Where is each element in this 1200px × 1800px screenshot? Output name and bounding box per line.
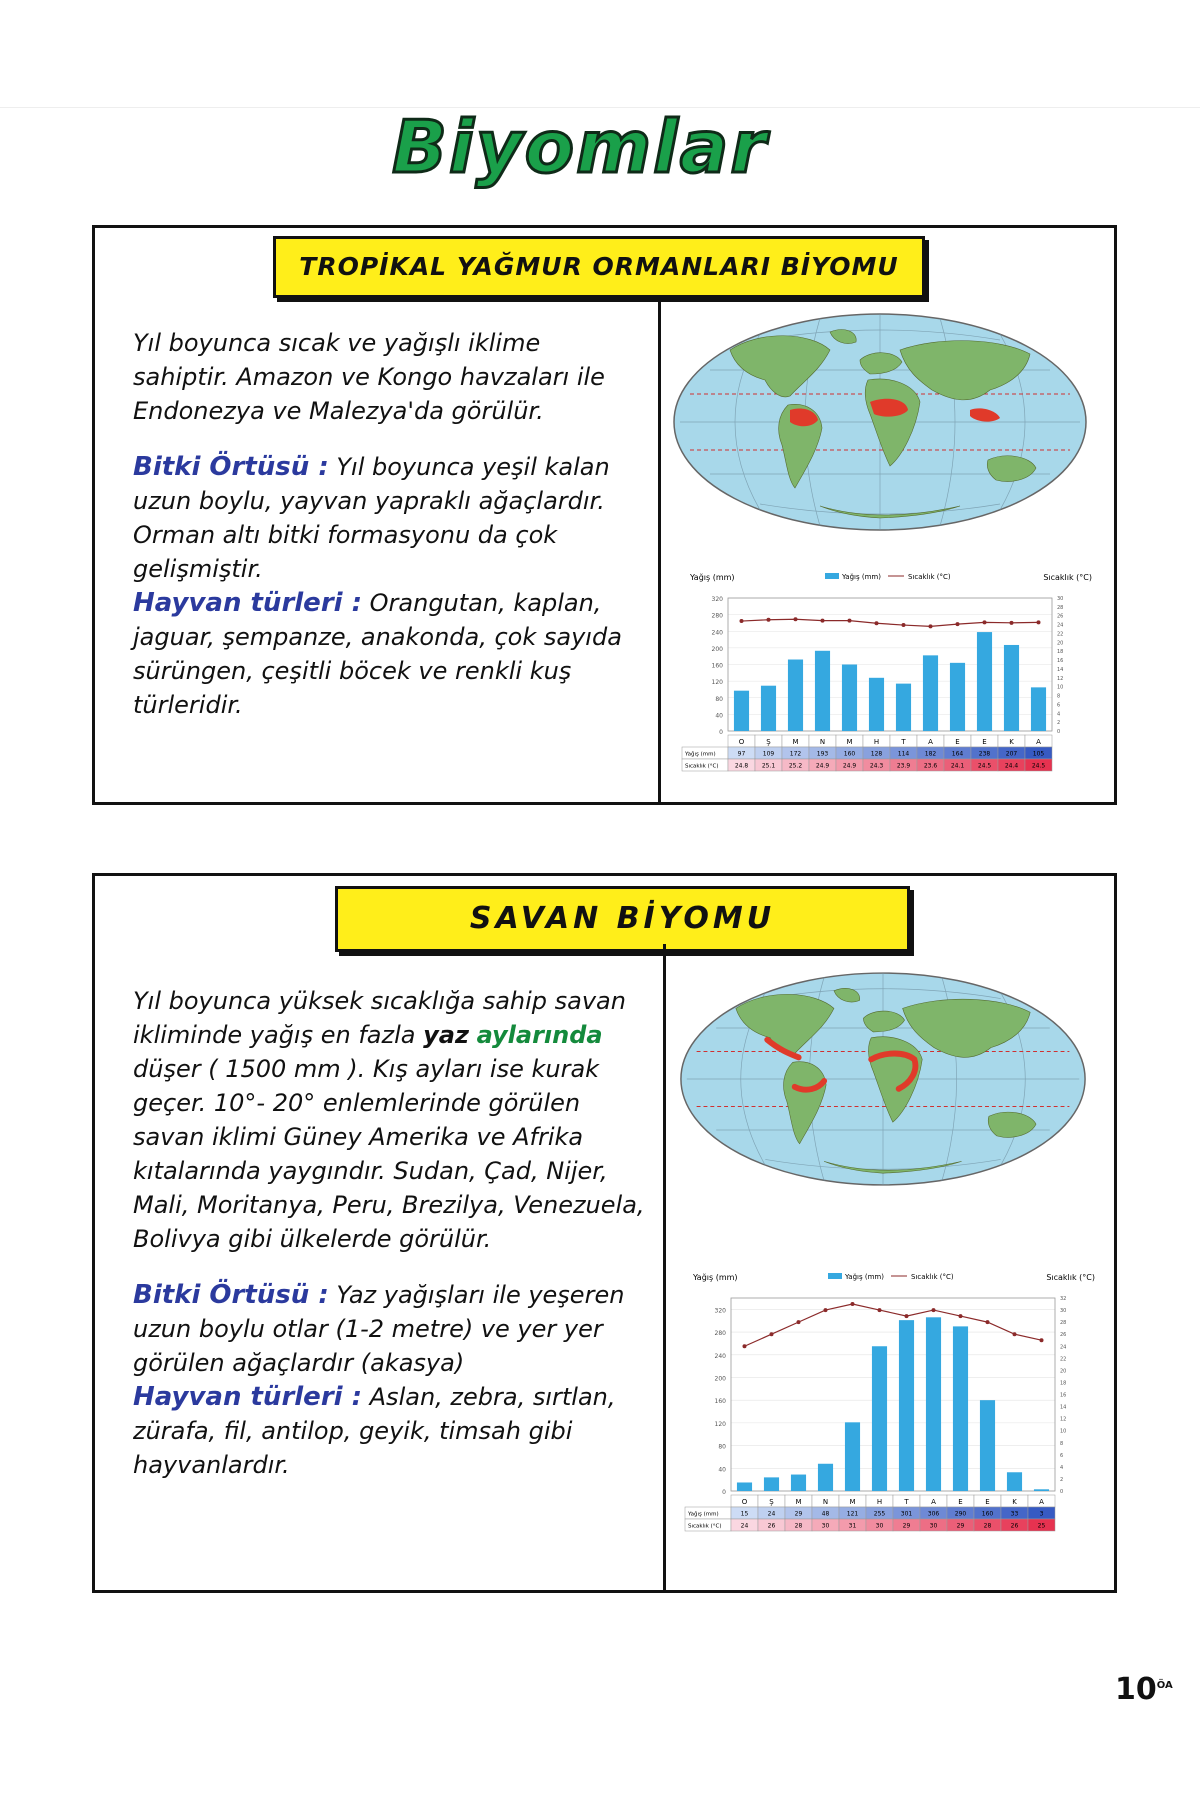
- table-row-label: Sıcaklık (°C): [688, 1523, 722, 1530]
- x-tick-label: T: [904, 1498, 909, 1506]
- rain-bar: [788, 660, 803, 731]
- data-label: 207: [1005, 750, 1018, 758]
- y-tick-label: 80: [718, 1443, 726, 1451]
- intro-text-green: aylarında: [476, 1021, 603, 1049]
- y2-tick-label: 24: [1060, 1344, 1067, 1351]
- data-label: 25.2: [788, 762, 803, 770]
- y2-tick-label: 2: [1057, 720, 1061, 727]
- data-label: 97: [737, 750, 746, 758]
- temperature-point: [956, 622, 960, 626]
- page-number-value: 10: [1115, 1672, 1157, 1707]
- x-tick-label: A: [931, 1498, 936, 1506]
- data-label: 164: [951, 750, 964, 758]
- biome-card-savanna: [92, 873, 1117, 1593]
- world-map-savanna: [677, 968, 1089, 1190]
- biome-banner-tropical: TROPİKAL YAĞMUR ORMANLARI BİYOMU: [273, 236, 925, 298]
- flora-paragraph: [133, 1278, 648, 1380]
- temperature-point: [875, 621, 879, 625]
- data-label: 24.4: [1004, 762, 1019, 770]
- rain-bar: [980, 1400, 995, 1491]
- data-label: 238: [978, 750, 991, 758]
- x-tick-label: N: [822, 1498, 829, 1506]
- world-map-tropical: [670, 310, 1090, 534]
- data-label: 15: [740, 1510, 749, 1518]
- x-tick-label: E: [958, 1498, 963, 1506]
- temperature-point: [929, 624, 933, 628]
- rain-bar: [1007, 1472, 1022, 1491]
- data-label: 105: [1032, 750, 1045, 758]
- biome-banner-savanna: SAVAN BİYOMU: [335, 886, 910, 952]
- y-tick-label: 200: [711, 645, 723, 653]
- y-axis-label: Yağış (mm): [690, 573, 735, 582]
- x-tick-label: E: [982, 738, 987, 746]
- y2-tick-label: 12: [1057, 675, 1064, 682]
- y2-tick-label: 14: [1060, 1404, 1067, 1411]
- intro-text-part-2: düşer ( 1500 mm ). Kış ayları ise kurak geçer. 10°- 20° enlemlerinde görülen savan iklimi Güney Amerika ve Afrika kıtalarında yaygındır. Sudan, Çad, Nijer, Mali, Moritanya, Peru, Brezilya, Venezuela, Bolivya gibi ülkelerde görülür.: [133, 1055, 645, 1253]
- legend-rain-swatch: [828, 1273, 842, 1279]
- page-number: [1115, 1672, 1173, 1707]
- temperature-point: [794, 617, 798, 621]
- temperature-point: [848, 619, 852, 623]
- rain-bar: [869, 678, 884, 731]
- temperature-point: [902, 623, 906, 627]
- y-tick-label: 40: [718, 1466, 726, 1474]
- climate-chart-tropical: [680, 568, 1100, 793]
- y-tick-label: 0: [722, 1489, 726, 1496]
- temperature-point: [770, 1332, 774, 1336]
- y2-tick-label: 6: [1057, 702, 1061, 709]
- y-tick-label: 160: [711, 662, 723, 670]
- temperature-point: [1040, 1338, 1044, 1342]
- y2-tick-label: 12: [1060, 1416, 1067, 1423]
- y-tick-label: 320: [714, 1307, 726, 1315]
- flora-paragraph: [133, 450, 643, 586]
- data-label: 24.5: [1031, 762, 1046, 770]
- rain-bar: [815, 651, 830, 731]
- data-label: 23.9: [896, 762, 911, 770]
- y-tick-label: 320: [711, 596, 723, 603]
- x-tick-label: M: [849, 1498, 856, 1506]
- data-label: 121: [846, 1510, 859, 1518]
- y2-tick-label: 28: [1057, 604, 1064, 611]
- rain-bar: [977, 632, 992, 731]
- y-tick-label: 80: [715, 695, 723, 703]
- temperature-point: [1013, 1332, 1017, 1336]
- x-tick-label: H: [873, 738, 880, 746]
- y2-tick-label: 26: [1057, 613, 1064, 620]
- legend-rain-label: Yağış (mm): [845, 1273, 884, 1281]
- x-tick-label: M: [846, 738, 853, 746]
- fauna-label: Hayvan türleri :: [133, 588, 362, 618]
- data-label: 160: [981, 1510, 994, 1518]
- rain-bar: [845, 1422, 860, 1491]
- y-tick-label: 200: [714, 1375, 726, 1383]
- y2-tick-label: 8: [1057, 693, 1061, 700]
- rain-bar: [761, 686, 776, 731]
- x-tick-label: M: [792, 738, 799, 746]
- temperature-point: [1010, 621, 1014, 625]
- fauna-text: Orangutan, kaplan, jaguar, şempanze, anakonda, çok sayıda sürüngen, çeşitli böcek ve renkli kuş türleridir.: [133, 589, 622, 719]
- data-label: 25: [1037, 1522, 1046, 1530]
- data-label: 30: [875, 1522, 884, 1530]
- y2-tick-label: 2: [1060, 1476, 1064, 1483]
- temperature-point: [851, 1302, 855, 1306]
- data-label: 48: [821, 1510, 830, 1518]
- data-label: 23.6: [923, 762, 938, 770]
- y-tick-label: 120: [714, 1420, 726, 1428]
- fauna-paragraph: [133, 586, 643, 722]
- rain-bar: [950, 663, 965, 731]
- table-row-label: Yağış (mm): [688, 1511, 719, 1518]
- data-label: 306: [927, 1510, 940, 1518]
- temperature-point: [740, 619, 744, 623]
- fauna-text: Aslan, zebra, sırtlan, zürafa, fil, antilop, geyik, timsah gibi hayvanlardır.: [133, 1383, 616, 1479]
- rain-bar: [737, 1482, 752, 1491]
- y2-tick-label: 4: [1060, 1464, 1064, 1471]
- flora-label: Bitki Örtüsü :: [133, 1280, 329, 1310]
- flora-label: Bitki Örtüsü :: [133, 452, 329, 482]
- data-label: 109: [762, 750, 775, 758]
- x-tick-label: N: [819, 738, 826, 746]
- rain-bar: [1034, 1489, 1049, 1491]
- temperature-point: [905, 1314, 909, 1318]
- rain-bar: [923, 655, 938, 731]
- plot-frame: [731, 1298, 1055, 1491]
- temperature-point: [1037, 620, 1041, 624]
- table-row-label: Yağış (mm): [685, 751, 716, 758]
- y-axis-label: Yağış (mm): [693, 1273, 738, 1282]
- y2-tick-label: 10: [1060, 1428, 1067, 1435]
- data-label: 290: [954, 1510, 967, 1518]
- data-label: 172: [789, 750, 802, 758]
- y2-tick-label: 20: [1057, 640, 1064, 647]
- legend-rain-label: Yağış (mm): [842, 573, 881, 581]
- data-label: 24.3: [869, 762, 884, 770]
- x-tick-label: A: [1036, 738, 1041, 746]
- temperature-point: [743, 1344, 747, 1348]
- legend-rain-swatch: [825, 573, 839, 579]
- y2-tick-label: 28: [1060, 1320, 1067, 1327]
- data-label: 30: [821, 1522, 830, 1530]
- data-label: 26: [767, 1522, 776, 1530]
- flora-text: Yıl boyunca yeşil kalan uzun boylu, yayvan yapraklı ağaçlardır. Orman altı bitki formasyonu da çok gelişmiştir.: [133, 453, 610, 583]
- x-tick-label: K: [1009, 738, 1014, 746]
- fauna-label: Hayvan türleri :: [133, 1382, 362, 1412]
- data-label: 24: [767, 1510, 776, 1518]
- temperature-point: [878, 1308, 882, 1312]
- rain-bar: [926, 1317, 941, 1491]
- data-label: 160: [843, 750, 856, 758]
- x-tick-label: H: [876, 1498, 883, 1506]
- data-label: 33: [1010, 1510, 1019, 1518]
- x-tick-label: A: [1039, 1498, 1044, 1506]
- rain-bar: [1004, 645, 1019, 731]
- climate-chart-savanna: [683, 1268, 1103, 1553]
- y2-tick-label: 32: [1060, 1296, 1067, 1302]
- data-label: 114: [897, 750, 910, 758]
- temperature-line: [745, 1304, 1042, 1346]
- y-tick-label: 160: [714, 1398, 726, 1406]
- y-tick-label: 280: [711, 612, 723, 620]
- data-label: 24.9: [842, 762, 857, 770]
- rain-bar: [896, 684, 911, 731]
- temperature-point: [797, 1320, 801, 1324]
- intro-text-bold: yaz: [423, 1021, 469, 1049]
- y2-tick-label: 18: [1057, 649, 1064, 656]
- y-tick-label: 280: [714, 1330, 726, 1338]
- data-label: 28: [794, 1522, 803, 1530]
- data-label: 24.8: [734, 762, 749, 770]
- y2-tick-label: 20: [1060, 1368, 1067, 1375]
- intro-text: Yıl boyunca sıcak ve yağışlı iklime sahiptir. Amazon ve Kongo havzaları ile Endonezya ve Malezya'da görülür.: [133, 329, 605, 425]
- x-tick-label: E: [985, 1498, 990, 1506]
- x-tick-label: Ş: [766, 738, 771, 746]
- rain-bar: [1031, 687, 1046, 731]
- table-row-label: Sıcaklık (°C): [685, 763, 719, 770]
- x-tick-label: T: [901, 738, 906, 746]
- page-title: Biyomlar: [392, 105, 768, 189]
- y2-axis-label: Sıcaklık (°C): [1043, 573, 1092, 582]
- y-tick-label: 120: [711, 679, 723, 687]
- temperature-point: [932, 1308, 936, 1312]
- data-label: 28: [983, 1522, 992, 1530]
- x-tick-label: M: [795, 1498, 802, 1506]
- data-label: 25.1: [761, 762, 776, 770]
- page-number-suffix: ÖA: [1156, 1680, 1173, 1691]
- rain-bar: [872, 1346, 887, 1491]
- legend-temp-label: Sıcaklık (°C): [908, 573, 951, 581]
- y2-tick-label: 16: [1057, 658, 1064, 665]
- x-tick-label: A: [928, 738, 933, 746]
- flora-text: Yaz yağışları ile yeşeren uzun boylu otlar (1-2 metre) ve yer yer görülen ağaçlardır (akasya): [133, 1281, 625, 1377]
- data-label: 3: [1039, 1510, 1044, 1518]
- biome-description-tropical: [133, 326, 643, 722]
- y2-tick-label: 14: [1057, 666, 1064, 673]
- intro-text: [133, 984, 648, 1256]
- data-label: 193: [816, 750, 829, 758]
- y2-tick-label: 0: [1060, 1489, 1064, 1495]
- y2-tick-label: 6: [1060, 1452, 1064, 1459]
- data-label: 24.5: [977, 762, 992, 770]
- temperature-line: [742, 619, 1039, 626]
- data-label: 30: [929, 1522, 938, 1530]
- y2-tick-label: 26: [1060, 1332, 1067, 1339]
- intro-text-part-1: Yıl boyunca yüksek sıcaklığa sahip savan ikliminde yağış en fazla: [133, 987, 626, 1049]
- data-label: 29: [902, 1522, 911, 1530]
- y2-tick-label: 16: [1060, 1392, 1067, 1399]
- data-label: 24.9: [815, 762, 830, 770]
- temperature-point: [959, 1314, 963, 1318]
- y-tick-label: 240: [711, 629, 723, 637]
- x-tick-label: O: [738, 738, 745, 746]
- data-label: 128: [870, 750, 883, 758]
- temperature-point: [986, 1320, 990, 1324]
- biome-description-savanna: [133, 984, 648, 1482]
- y-tick-label: 240: [714, 1352, 726, 1360]
- temperature-point: [983, 620, 987, 624]
- y2-tick-label: 30: [1060, 1308, 1067, 1315]
- y2-tick-label: 24: [1057, 622, 1064, 629]
- y2-tick-label: 30: [1057, 596, 1064, 602]
- y2-axis-label: Sıcaklık (°C): [1046, 1273, 1095, 1282]
- y2-tick-label: 10: [1057, 684, 1064, 691]
- y2-tick-label: 4: [1057, 711, 1061, 718]
- temperature-point: [767, 618, 771, 622]
- x-tick-label: K: [1012, 1498, 1017, 1506]
- legend-temp-label: Sıcaklık (°C): [911, 1273, 954, 1281]
- data-label: 29: [956, 1522, 965, 1530]
- y2-tick-label: 22: [1057, 631, 1064, 638]
- data-label: 301: [900, 1510, 913, 1518]
- y2-tick-label: 8: [1060, 1440, 1064, 1447]
- temperature-point: [824, 1308, 828, 1312]
- data-label: 31: [848, 1522, 857, 1530]
- data-label: 255: [873, 1510, 886, 1518]
- temperature-point: [821, 619, 825, 623]
- fauna-paragraph: [133, 1380, 648, 1482]
- rain-bar: [899, 1320, 914, 1491]
- rain-bar: [764, 1477, 779, 1491]
- rain-bar: [734, 691, 749, 731]
- data-label: 29: [794, 1510, 803, 1518]
- y2-tick-label: 0: [1057, 729, 1061, 735]
- column-divider: [663, 944, 666, 1590]
- x-tick-label: E: [955, 738, 960, 746]
- x-tick-label: Ş: [769, 1498, 774, 1506]
- data-label: 182: [924, 750, 937, 758]
- rain-bar: [791, 1475, 806, 1491]
- data-label: 26: [1010, 1522, 1019, 1530]
- rain-bar: [842, 665, 857, 732]
- y-tick-label: 40: [715, 712, 723, 720]
- y-tick-label: 0: [719, 729, 723, 736]
- y2-tick-label: 18: [1060, 1380, 1067, 1387]
- data-label: 24: [740, 1522, 749, 1530]
- biome-card-tropical: [92, 225, 1117, 805]
- rain-bar: [953, 1326, 968, 1491]
- rain-bar: [818, 1464, 833, 1491]
- y2-tick-label: 22: [1060, 1356, 1067, 1363]
- x-tick-label: O: [741, 1498, 748, 1506]
- column-divider: [658, 296, 661, 802]
- data-label: 24.1: [950, 762, 965, 770]
